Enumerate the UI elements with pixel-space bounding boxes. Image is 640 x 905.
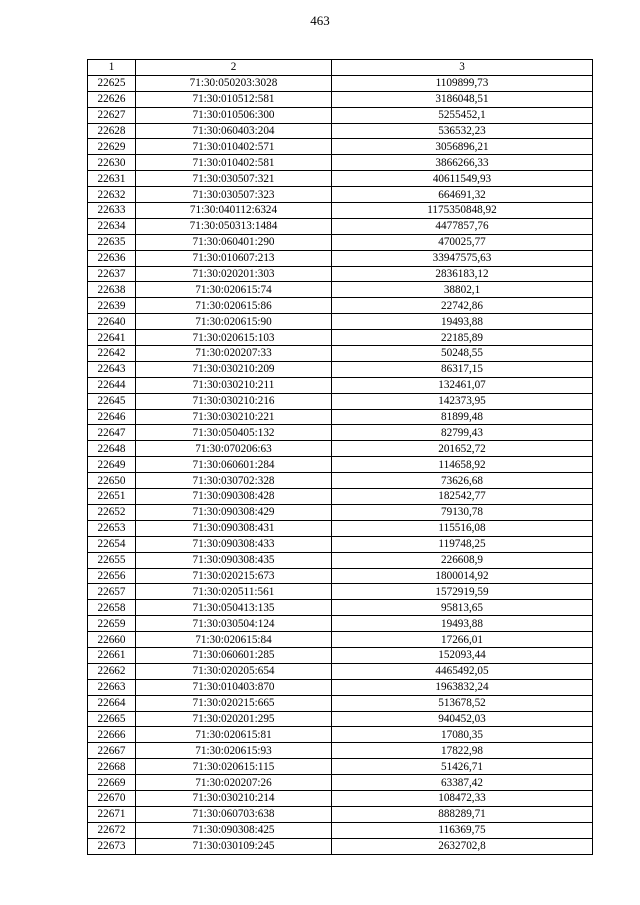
cadastral-number-cell: 71:30:010506:300 [136,107,332,123]
table-row [88,91,593,107]
value-cell: 1572919,59 [332,584,593,600]
table-row [88,520,593,536]
row-number-cell: 22640 [88,314,136,330]
cadastral-number-cell: 71:30:020615:84 [136,632,332,648]
cadastral-number-cell: 71:30:090308:431 [136,520,332,536]
cadastral-number-cell: 71:30:020615:81 [136,727,332,743]
value-cell: 19493,88 [332,616,593,632]
value-cell: 940452,03 [332,711,593,727]
cadastral-number-cell: 71:30:020215:665 [136,695,332,711]
value-cell: 4477857,76 [332,218,593,234]
cadastral-number-cell: 71:30:030210:211 [136,377,332,393]
table-row [88,727,593,743]
table-row [88,743,593,759]
table-body [88,75,593,854]
row-number-cell: 22632 [88,187,136,203]
row-number-cell: 22669 [88,775,136,791]
table-row [88,838,593,854]
value-cell: 17822,98 [332,743,593,759]
value-cell: 888289,71 [332,806,593,822]
table-row [88,361,593,377]
cadastral-number-cell: 71:30:010403:870 [136,679,332,695]
value-cell: 86317,15 [332,361,593,377]
row-number-cell: 22662 [88,663,136,679]
value-cell: 38802,1 [332,282,593,298]
table-row [88,775,593,791]
value-cell: 82799,43 [332,425,593,441]
value-cell: 40611549,93 [332,171,593,187]
row-number-cell: 22651 [88,489,136,505]
cadastral-number-cell: 71:30:030507:323 [136,187,332,203]
table-row [88,822,593,838]
table-row [88,75,593,91]
value-cell: 50248,55 [332,346,593,362]
value-cell: 22742,86 [332,298,593,314]
cadastral-number-cell: 71:30:020615:90 [136,314,332,330]
cadastral-number-cell: 71:30:090308:429 [136,504,332,520]
row-number-cell: 22672 [88,822,136,838]
page-number: 463 [310,13,330,28]
row-number-cell: 22663 [88,679,136,695]
cadastral-number-cell: 71:30:010402:571 [136,139,332,155]
value-cell: 142373,95 [332,393,593,409]
row-number-cell: 22653 [88,520,136,536]
value-cell: 4465492,05 [332,663,593,679]
row-number-cell: 22654 [88,536,136,552]
cadastral-number-cell: 71:30:020207:26 [136,775,332,791]
row-number-cell: 22626 [88,91,136,107]
row-number-cell: 22635 [88,234,136,250]
row-number-cell: 22633 [88,203,136,219]
value-cell: 132461,07 [332,377,593,393]
table-row [88,409,593,425]
cadastral-number-cell: 71:30:020207:33 [136,346,332,362]
cadastral-number-cell: 71:30:020615:103 [136,330,332,346]
table-row [88,187,593,203]
value-cell: 1800014,92 [332,568,593,584]
value-cell: 115516,08 [332,520,593,536]
value-cell: 116369,75 [332,822,593,838]
table-row [88,600,593,616]
row-number-cell: 22667 [88,743,136,759]
column-header-2: 2 [136,60,332,76]
value-cell: 1109899,73 [332,75,593,91]
row-number-cell: 22660 [88,632,136,648]
value-cell: 1175350848,92 [332,203,593,219]
table-row [88,806,593,822]
value-cell: 201652,72 [332,441,593,457]
table-row [88,536,593,552]
row-number-cell: 22628 [88,123,136,139]
table-row [88,250,593,266]
row-number-cell: 22645 [88,393,136,409]
table-row [88,330,593,346]
value-cell: 470025,77 [332,234,593,250]
row-number-cell: 22627 [88,107,136,123]
row-number-cell: 22647 [88,425,136,441]
value-cell: 152093,44 [332,647,593,663]
row-number-cell: 22649 [88,457,136,473]
table-row [88,425,593,441]
cadastral-number-cell: 71:30:010512:581 [136,91,332,107]
cadastral-number-cell: 71:30:010607:213 [136,250,332,266]
value-cell: 22185,89 [332,330,593,346]
table-row [88,759,593,775]
cadastral-number-cell: 71:30:070206:63 [136,441,332,457]
value-cell: 51426,71 [332,759,593,775]
table-row [88,647,593,663]
value-cell: 226608,9 [332,552,593,568]
table-row [88,377,593,393]
cadastral-number-cell: 71:30:030210:214 [136,790,332,806]
table-row [88,489,593,505]
cadastral-number-cell: 71:30:020511:561 [136,584,332,600]
cadastral-number-cell: 71:30:020215:673 [136,568,332,584]
value-cell: 2836183,12 [332,266,593,282]
table-row [88,616,593,632]
cadastral-number-cell: 71:30:060601:284 [136,457,332,473]
row-number-cell: 22658 [88,600,136,616]
row-number-cell: 22642 [88,346,136,362]
table-row [88,298,593,314]
table-row [88,139,593,155]
column-header-1: 1 [88,60,136,76]
cadastral-number-cell: 71:30:090308:428 [136,489,332,505]
row-number-cell: 22668 [88,759,136,775]
table-row [88,552,593,568]
value-cell: 513678,52 [332,695,593,711]
table-row [88,473,593,489]
cadastral-number-cell: 71:30:050313:1484 [136,218,332,234]
cadastral-number-cell: 71:30:030109:245 [136,838,332,854]
cadastral-number-cell: 71:30:030507:321 [136,171,332,187]
value-cell: 2632702,8 [332,838,593,854]
table-row [88,711,593,727]
row-number-cell: 22630 [88,155,136,171]
row-number-cell: 22673 [88,838,136,854]
row-number-cell: 22643 [88,361,136,377]
table-row [88,695,593,711]
row-number-cell: 22625 [88,75,136,91]
value-cell: 19493,88 [332,314,593,330]
cadastral-number-cell: 71:30:030702:328 [136,473,332,489]
table-header-row [88,60,593,76]
table-row [88,790,593,806]
row-number-cell: 22657 [88,584,136,600]
cadastral-number-cell: 71:30:050405:132 [136,425,332,441]
table-row [88,568,593,584]
cadastral-number-cell: 71:30:020615:93 [136,743,332,759]
cadastral-number-cell: 71:30:030504:124 [136,616,332,632]
row-number-cell: 22629 [88,139,136,155]
value-cell: 79130,78 [332,504,593,520]
value-cell: 95813,65 [332,600,593,616]
table-row [88,203,593,219]
value-cell: 114658,92 [332,457,593,473]
table-row [88,282,593,298]
table-row [88,584,593,600]
cadastral-number-cell: 71:30:020205:654 [136,663,332,679]
table-row [88,504,593,520]
value-cell: 3056896,21 [332,139,593,155]
table-row [88,393,593,409]
table-row [88,441,593,457]
table-row [88,234,593,250]
row-number-cell: 22639 [88,298,136,314]
cadastral-number-cell: 71:30:060403:204 [136,123,332,139]
value-cell: 5255452,1 [332,107,593,123]
cadastral-number-cell: 71:30:020201:295 [136,711,332,727]
row-number-cell: 22671 [88,806,136,822]
table-row [88,171,593,187]
cadastral-number-cell: 71:30:020615:74 [136,282,332,298]
cadastral-number-cell: 71:30:060601:285 [136,647,332,663]
row-number-cell: 22664 [88,695,136,711]
cadastral-number-cell: 71:30:090308:435 [136,552,332,568]
table-row [88,679,593,695]
value-cell: 17080,35 [332,727,593,743]
cadastral-number-cell: 71:30:030210:216 [136,393,332,409]
cadastral-number-cell: 71:30:040112:6324 [136,203,332,219]
row-number-cell: 22638 [88,282,136,298]
row-number-cell: 22648 [88,441,136,457]
value-cell: 119748,25 [332,536,593,552]
cadastral-number-cell: 71:30:050203:3028 [136,75,332,91]
cadastral-number-cell: 71:30:020201:303 [136,266,332,282]
value-cell: 536532,23 [332,123,593,139]
row-number-cell: 22652 [88,504,136,520]
table-row [88,123,593,139]
cadastral-number-cell: 71:30:030210:209 [136,361,332,377]
row-number-cell: 22631 [88,171,136,187]
cadastral-number-cell: 71:30:020615:115 [136,759,332,775]
cadastral-number-cell: 71:30:060703:638 [136,806,332,822]
row-number-cell: 22655 [88,552,136,568]
cadastral-number-cell: 71:30:060401:290 [136,234,332,250]
row-number-cell: 22636 [88,250,136,266]
table-row [88,155,593,171]
table-row [88,457,593,473]
value-cell: 664691,32 [332,187,593,203]
cadastral-number-cell: 71:30:010402:581 [136,155,332,171]
data-table [87,59,593,855]
row-number-cell: 22665 [88,711,136,727]
table-row [88,314,593,330]
value-cell: 33947575,63 [332,250,593,266]
table-row [88,218,593,234]
value-cell: 182542,77 [332,489,593,505]
value-cell: 17266,01 [332,632,593,648]
row-number-cell: 22650 [88,473,136,489]
cadastral-number-cell: 71:30:090308:433 [136,536,332,552]
value-cell: 81899,48 [332,409,593,425]
row-number-cell: 22666 [88,727,136,743]
column-header-3: 3 [332,60,593,76]
table-row [88,346,593,362]
row-number-cell: 22659 [88,616,136,632]
cadastral-number-cell: 71:30:090308:425 [136,822,332,838]
row-number-cell: 22661 [88,647,136,663]
table-row [88,266,593,282]
value-cell: 1963832,24 [332,679,593,695]
row-number-cell: 22644 [88,377,136,393]
cadastral-number-cell: 71:30:030210:221 [136,409,332,425]
cadastral-number-cell: 71:30:020615:86 [136,298,332,314]
value-cell: 108472,33 [332,790,593,806]
value-cell: 63387,42 [332,775,593,791]
table-row [88,107,593,123]
value-cell: 3866266,33 [332,155,593,171]
table-row [88,632,593,648]
row-number-cell: 22637 [88,266,136,282]
cadastral-number-cell: 71:30:050413:135 [136,600,332,616]
row-number-cell: 22641 [88,330,136,346]
row-number-cell: 22634 [88,218,136,234]
row-number-cell: 22656 [88,568,136,584]
value-cell: 3186048,51 [332,91,593,107]
value-cell: 73626,68 [332,473,593,489]
row-number-cell: 22670 [88,790,136,806]
row-number-cell: 22646 [88,409,136,425]
table-row [88,663,593,679]
